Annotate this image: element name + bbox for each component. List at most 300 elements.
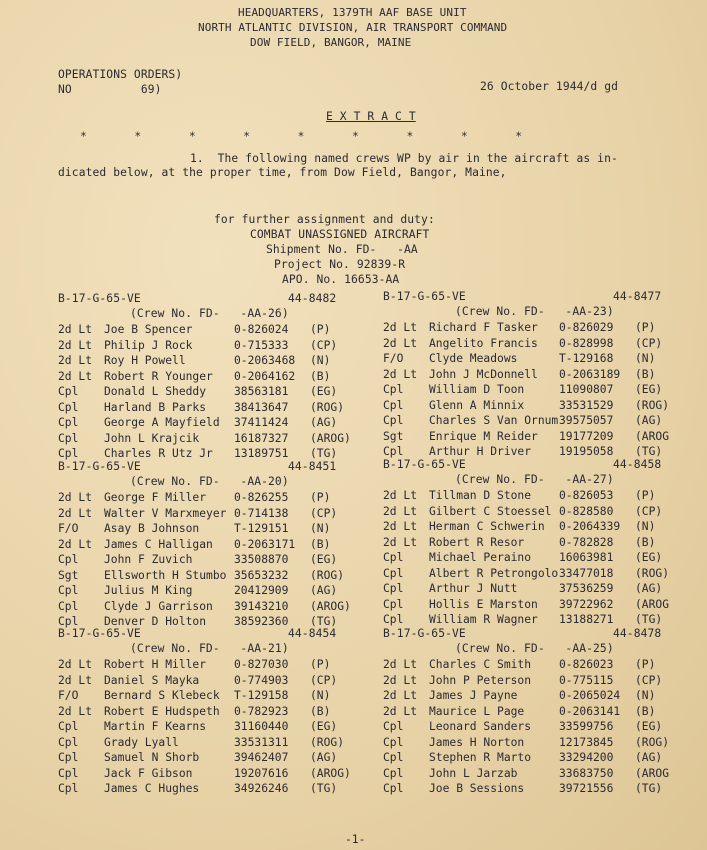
- crew-member-role: (N): [310, 522, 331, 535]
- aircraft-model: B-17-G-65-VE: [58, 460, 141, 473]
- project-number: Project No. 92839-R: [274, 258, 406, 271]
- crew-member-name: Enrique M Reider: [429, 429, 538, 443]
- crew-member-rank: 2d Lt: [383, 321, 418, 334]
- paragraph-1-line-2: dicated below, at the proper time, from Dow Field, Bangor, Maine,: [58, 166, 507, 179]
- crew-member-row: [58, 401, 378, 415]
- crew-block: [383, 458, 703, 626]
- crew-member-rank: Cpl: [383, 751, 404, 764]
- crew-member-row: [58, 689, 378, 703]
- crew-member-serial: 34926246: [234, 782, 289, 795]
- crew-number: (Crew No. FD- -AA-20): [130, 475, 289, 488]
- crew-member-rank: Cpl: [383, 735, 404, 749]
- crew-member-rank: Cpl: [383, 597, 404, 611]
- crew-member-name: Charles R Utz Jr: [104, 447, 213, 460]
- crew-member-row: [383, 598, 703, 612]
- crew-member-serial: 19195058: [559, 445, 614, 458]
- crew-member-role: (ROG): [310, 400, 345, 414]
- crew-member-serial: 33477018: [559, 566, 614, 580]
- crew-member-role: (N): [635, 689, 656, 702]
- crew-member-rank: Cpl: [58, 400, 79, 414]
- crew-member-role: (P): [310, 323, 331, 336]
- crew-member-role: (AG): [310, 584, 338, 597]
- crew-member-role: (TG): [635, 782, 663, 795]
- aircraft-model: B-17-G-65-VE: [383, 290, 466, 303]
- crew-member-name: Herman C Schwerin: [429, 520, 545, 533]
- crew-member-name: Arthur H Driver: [429, 445, 532, 458]
- crew-member-rank: Cpl: [58, 553, 79, 566]
- crew-member-name: Robert E Hudspeth: [104, 704, 220, 718]
- crew-member-serial: 0-2063468: [234, 354, 296, 367]
- crew-member-rank: Cpl: [383, 414, 404, 427]
- crew-member-name: Julius M King: [104, 584, 193, 597]
- crew-member-name: John L Krajcik: [104, 431, 200, 445]
- crew-member-rank: Cpl: [58, 385, 79, 398]
- crew-member-rank: Cpl: [58, 720, 79, 733]
- crew-member-rank: F/O: [58, 522, 79, 535]
- crew-member-serial: 19177209: [559, 429, 614, 443]
- crew-member-role: (N): [310, 354, 331, 367]
- crew-member-row: [58, 507, 378, 521]
- crew-member-serial: 39575057: [559, 414, 614, 427]
- crew-member-row: [58, 600, 378, 614]
- orders-date: 26 October 1944/d gd: [480, 80, 619, 93]
- crew-member-name: Robert H Miller: [104, 658, 207, 671]
- crew-member-role: (P): [635, 321, 656, 334]
- crew-member-rank: 2d Lt: [58, 506, 93, 520]
- crew-number: (Crew No. FD- -AA-27): [455, 473, 614, 486]
- crew-member-row: [383, 551, 703, 565]
- crew-member-serial: 37536259: [559, 582, 614, 595]
- crew-member-rank: Cpl: [58, 751, 79, 764]
- crew-member-serial: 19207616: [234, 766, 289, 780]
- crew-member-row: [383, 751, 703, 765]
- crew-member-row: [58, 339, 378, 353]
- crew-member-serial: 0-826029: [559, 321, 614, 334]
- crew-member-row: [383, 489, 703, 503]
- crew-member-serial: 0-827030: [234, 658, 289, 671]
- crew-member-row: [58, 782, 378, 796]
- crew-member-role: (AROG: [635, 766, 670, 780]
- crew-member-serial: 12173845: [559, 735, 614, 749]
- aircraft-tail-number: 44-8451: [288, 460, 337, 473]
- crew-member-rank: 2d Lt: [58, 369, 93, 383]
- aircraft-tail-number: 44-8454: [288, 627, 337, 640]
- crew-member-rank: Cpl: [58, 615, 79, 628]
- crew-member-row: [58, 658, 378, 672]
- crew-member-name: Stephen R Marto: [429, 751, 532, 764]
- crew-member-row: [58, 538, 378, 552]
- crew-member-name: Tillman D Stone: [429, 489, 532, 502]
- paragraph-1-line-1: 1. The following named crews WP by air in the aircraft as in-: [190, 152, 618, 165]
- crew-member-name: Charles C Smith: [429, 658, 532, 671]
- crew-member-rank: 2d Lt: [58, 658, 93, 671]
- crew-member-name: James C Hughes: [104, 782, 200, 795]
- crew-block: [58, 460, 378, 628]
- crew-member-role: (CP): [635, 504, 663, 518]
- crew-member-serial: 38592360: [234, 615, 289, 628]
- crew-member-name: John J McDonnell: [429, 367, 538, 381]
- crew-member-serial: 0-775115: [559, 673, 614, 687]
- crew-member-name: Harland B Parks: [104, 400, 207, 414]
- crew-member-row: [58, 767, 378, 781]
- crew-member-name: Philip J Rock: [104, 338, 193, 352]
- crew-member-name: Denver D Holton: [104, 615, 207, 628]
- crew-member-rank: Cpl: [383, 782, 404, 795]
- crew-member-rank: Cpl: [58, 766, 79, 780]
- crew-member-row: [58, 323, 378, 337]
- crew-member-serial: 35653232: [234, 568, 289, 582]
- separator-stars: * * * * * * * * *: [80, 130, 523, 143]
- crew-member-name: James C Halligan: [104, 537, 213, 551]
- crew-member-role: (AROG): [310, 599, 351, 613]
- crew-member-row: [58, 720, 378, 734]
- crew-member-row: [383, 399, 703, 413]
- crew-member-serial: 39722962: [559, 597, 614, 611]
- crew-member-role: (AG): [635, 414, 663, 427]
- aircraft-model: B-17-G-65-VE: [383, 627, 466, 640]
- crew-member-rank: 2d Lt: [383, 504, 418, 518]
- crew-member-role: (EG): [310, 720, 338, 733]
- crew-member-row: [58, 370, 378, 384]
- crew-member-serial: 33531311: [234, 735, 289, 749]
- crew-member-serial: 0-715333: [234, 338, 289, 352]
- crew-member-name: Donald L Sheddy: [104, 385, 207, 398]
- crew-member-serial: 33599756: [559, 720, 614, 733]
- crew-member-row: [58, 553, 378, 567]
- crew-member-name: James H Norton: [429, 735, 525, 749]
- crew-member-row: [383, 321, 703, 335]
- crew-member-rank: 2d Lt: [58, 354, 93, 367]
- crew-member-row: [383, 582, 703, 596]
- crew-member-name: Charles S Van Ornum: [429, 414, 559, 427]
- crew-member-rank: Sgt: [383, 429, 404, 443]
- header-location: DOW FIELD, BANGOR, MAINE: [250, 36, 412, 49]
- crew-member-role: (AG): [310, 751, 338, 764]
- shipment-number: Shipment No. FD- -AA: [266, 243, 418, 256]
- crew-member-role: (P): [635, 489, 656, 502]
- aircraft-tail-number: 44-8478: [613, 627, 662, 640]
- crew-member-row: [383, 782, 703, 796]
- crew-member-row: [383, 658, 703, 672]
- crew-member-row: [58, 416, 378, 430]
- crew-member-role: (CP): [635, 336, 663, 350]
- crew-member-serial: 0-828580: [559, 504, 614, 518]
- crew-member-role: (AROG): [310, 431, 351, 445]
- crew-member-row: [383, 613, 703, 627]
- crew-member-role: (B): [310, 369, 331, 383]
- crew-member-name: Hollis E Marston: [429, 597, 538, 611]
- crew-member-rank: Cpl: [383, 720, 404, 733]
- crew-member-name: Leonard Sanders: [429, 720, 532, 733]
- crew-member-name: George F Miller: [104, 491, 207, 504]
- crew-member-rank: 2d Lt: [58, 338, 93, 352]
- crew-number: (Crew No. FD- -AA-23): [455, 305, 614, 318]
- crew-member-rank: 2d Lt: [383, 704, 418, 718]
- crew-member-row: [383, 689, 703, 703]
- crew-member-rank: Cpl: [383, 398, 404, 412]
- crew-member-row: [383, 736, 703, 750]
- crew-member-row: [383, 505, 703, 519]
- crew-member-rank: Cpl: [383, 613, 404, 626]
- crew-member-name: George A Mayfield: [104, 416, 220, 429]
- crew-member-role: (AROG: [635, 597, 670, 611]
- crew-member-role: (N): [310, 689, 331, 702]
- crew-member-rank: 2d Lt: [58, 537, 93, 551]
- crew-member-name: Martin F Kearns: [104, 720, 207, 733]
- crew-member-row: [383, 368, 703, 382]
- crew-member-row: [383, 674, 703, 688]
- crew-member-row: [58, 705, 378, 719]
- crew-member-role: (AG): [310, 416, 338, 429]
- crew-member-rank: 2d Lt: [58, 704, 93, 718]
- crew-member-serial: 0-2064339: [559, 520, 621, 533]
- crew-member-serial: 0-774903: [234, 673, 289, 687]
- crew-member-name: William R Wagner: [429, 613, 538, 626]
- crew-member-row: [383, 352, 703, 366]
- crew-member-rank: Cpl: [383, 383, 404, 396]
- crew-member-rank: 2d Lt: [383, 520, 418, 533]
- crew-member-serial: 0-2064162: [234, 369, 296, 383]
- aircraft-tail-number: 44-8458: [613, 458, 662, 471]
- crew-member-name: Angelito Francis: [429, 336, 538, 350]
- crew-member-row: [383, 767, 703, 781]
- crew-member-row: [383, 567, 703, 581]
- crew-member-rank: Cpl: [383, 551, 404, 564]
- extract-title: E X T R A C T: [326, 110, 416, 123]
- crew-member-role: (TG): [310, 447, 338, 460]
- crew-member-serial: 31160440: [234, 720, 289, 733]
- crew-member-name: Bernard S Klebeck: [104, 689, 220, 702]
- crew-member-rank: Cpl: [58, 431, 79, 445]
- crew-member-serial: 0-2065024: [559, 689, 621, 702]
- crew-member-role: (ROG): [635, 398, 670, 412]
- crew-member-serial: 33294200: [559, 751, 614, 764]
- crew-member-row: [383, 430, 703, 444]
- crew-member-serial: T-129168: [559, 352, 614, 365]
- crew-member-name: John P Peterson: [429, 673, 532, 687]
- crew-member-name: Walter V Marxmeyer: [104, 506, 227, 520]
- crew-member-serial: 0-828998: [559, 336, 614, 350]
- crew-member-row: [383, 337, 703, 351]
- crew-member-name: Asay B Johnson: [104, 522, 200, 535]
- crew-member-row: [383, 445, 703, 459]
- crew-member-rank: F/O: [383, 352, 404, 365]
- crew-member-role: (P): [310, 491, 331, 504]
- crew-member-role: (AG): [635, 582, 663, 595]
- crew-member-name: Roy H Powell: [104, 354, 186, 367]
- crew-member-role: (TG): [310, 615, 338, 628]
- crew-member-rank: Cpl: [58, 782, 79, 795]
- crew-member-serial: 39721556: [559, 782, 614, 795]
- crew-member-row: [58, 354, 378, 368]
- crew-member-row: [383, 383, 703, 397]
- crew-member-role: (EG): [635, 720, 663, 733]
- crew-member-role: (EG): [635, 383, 663, 396]
- crew-member-serial: 0-714138: [234, 506, 289, 520]
- crew-member-role: (B): [310, 704, 331, 718]
- crew-member-rank: F/O: [58, 689, 79, 702]
- assignment-aircraft-type: COMBAT UNASSIGNED AIRCRAFT: [250, 228, 430, 241]
- crew-member-rank: Cpl: [58, 584, 79, 597]
- crew-member-role: (AG): [635, 751, 663, 764]
- crew-member-role: (ROG): [310, 735, 345, 749]
- crew-member-role: (AROG): [310, 766, 351, 780]
- crew-member-role: (B): [635, 367, 656, 381]
- crew-member-rank: 2d Lt: [383, 367, 418, 381]
- crew-member-rank: 2d Lt: [383, 489, 418, 502]
- crew-number: (Crew No. FD- -AA-26): [130, 307, 289, 320]
- crew-member-role: (ROG): [310, 568, 345, 582]
- crew-member-row: [383, 720, 703, 734]
- crew-member-role: (B): [635, 535, 656, 549]
- apo-number: APO. No. 16653-AA: [282, 273, 400, 286]
- crew-member-rank: Cpl: [58, 599, 79, 613]
- crew-member-row: [58, 491, 378, 505]
- crew-member-rank: 2d Lt: [383, 336, 418, 350]
- crew-member-serial: 0-826024: [234, 323, 289, 336]
- crew-member-serial: T-129158: [234, 689, 289, 702]
- crew-member-role: (CP): [310, 506, 338, 520]
- crew-member-serial: 39462407: [234, 751, 289, 764]
- header-unit: HEADQUARTERS, 1379TH AAF BASE UNIT: [238, 6, 467, 19]
- crew-member-name: Samuel N Shorb: [104, 751, 200, 764]
- crew-member-name: Clyde J Garrison: [104, 599, 213, 613]
- crew-block: [383, 627, 703, 795]
- crew-member-role: (EG): [635, 551, 663, 564]
- crew-member-name: Joe B Spencer: [104, 323, 193, 336]
- crew-member-rank: Cpl: [383, 766, 404, 780]
- crew-member-row: [58, 522, 378, 536]
- crew-member-rank: 2d Lt: [383, 535, 418, 549]
- crew-block: [58, 292, 378, 460]
- aircraft-tail-number: 44-8477: [613, 290, 662, 303]
- crew-member-name: Robert R Younger: [104, 369, 213, 383]
- crew-member-serial: 39143210: [234, 599, 289, 613]
- crew-member-name: Albert R Petrongolo: [429, 566, 559, 580]
- crew-member-name: Glenn A Minnix: [429, 398, 525, 412]
- page-number: -1-: [345, 833, 366, 846]
- crew-member-rank: 2d Lt: [383, 673, 418, 687]
- crew-member-name: Daniel S Mayka: [104, 673, 200, 687]
- assignment-purpose: for further assignment and duty:: [214, 213, 435, 226]
- crew-member-row: [383, 705, 703, 719]
- crew-member-serial: 13188271: [559, 613, 614, 626]
- crew-member-serial: 33531529: [559, 398, 614, 412]
- aircraft-model: B-17-G-65-VE: [58, 627, 141, 640]
- crew-member-role: (CP): [635, 673, 663, 687]
- crew-member-name: John F Zuvich: [104, 553, 193, 566]
- crew-member-serial: 0-826255: [234, 491, 289, 504]
- crew-member-serial: 0-826053: [559, 489, 614, 502]
- crew-member-rank: 2d Lt: [58, 491, 93, 504]
- crew-member-serial: 0-782828: [559, 535, 614, 549]
- crew-member-role: (EG): [310, 385, 338, 398]
- crew-member-name: James J Payne: [429, 689, 518, 702]
- crew-member-rank: 2d Lt: [58, 673, 93, 687]
- crew-member-name: Maurice L Page: [429, 704, 525, 718]
- crew-member-row: [58, 736, 378, 750]
- crew-member-name: Michael Peraino: [429, 551, 532, 564]
- crew-member-name: Ellsworth H Stumbo: [104, 568, 227, 582]
- crew-member-serial: 38413647: [234, 400, 289, 414]
- crew-member-role: (P): [635, 658, 656, 671]
- crew-member-name: Grady Lyall: [104, 735, 179, 749]
- crew-member-name: Robert R Resor: [429, 535, 525, 549]
- crew-member-rank: 2d Lt: [383, 689, 418, 702]
- crew-member-row: [383, 536, 703, 550]
- crew-member-serial: 0-782923: [234, 704, 289, 718]
- crew-member-serial: 38563181: [234, 385, 289, 398]
- crew-member-rank: Cpl: [58, 447, 79, 460]
- crew-member-serial: 20412909: [234, 584, 289, 597]
- crew-member-row: [58, 447, 378, 461]
- crew-member-role: (ROG): [635, 735, 670, 749]
- crew-member-row: [383, 414, 703, 428]
- crew-member-role: (B): [310, 537, 331, 551]
- crew-member-rank: Cpl: [383, 566, 404, 580]
- crew-member-serial: 11090807: [559, 383, 614, 396]
- crew-member-name: Gilbert C Stoessel: [429, 504, 552, 518]
- crew-member-name: John L Jarzab: [429, 766, 518, 780]
- crew-member-role: (B): [635, 704, 656, 718]
- crew-member-row: [58, 385, 378, 399]
- crew-member-rank: 2d Lt: [58, 323, 93, 336]
- crew-block: [383, 290, 703, 458]
- crew-member-serial: T-129151: [234, 522, 289, 535]
- crew-block: [58, 627, 378, 795]
- aircraft-model: B-17-G-65-VE: [58, 292, 141, 305]
- crew-member-role: (ROG): [635, 566, 670, 580]
- crew-member-role: (TG): [310, 782, 338, 795]
- crew-member-role: (N): [635, 520, 656, 533]
- crew-number: (Crew No. FD- -AA-21): [130, 642, 289, 655]
- crew-member-role: (CP): [310, 673, 338, 687]
- crew-member-role: (AROG: [635, 429, 670, 443]
- crew-member-rank: Cpl: [58, 735, 79, 749]
- crew-member-row: [58, 674, 378, 688]
- orders-label: OPERATIONS ORDERS): [58, 68, 183, 81]
- crew-member-row: [383, 520, 703, 534]
- aircraft-model: B-17-G-65-VE: [383, 458, 466, 471]
- crew-member-name: Clyde Meadows: [429, 352, 518, 365]
- crew-member-serial: 16063981: [559, 551, 614, 564]
- crew-member-serial: 0-2063189: [559, 367, 621, 381]
- crew-member-serial: 0-2063141: [559, 704, 621, 718]
- crew-member-role: (TG): [635, 613, 663, 626]
- crew-member-serial: 16187327: [234, 431, 289, 445]
- crew-number: (Crew No. FD- -AA-25): [455, 642, 614, 655]
- crew-member-rank: Cpl: [383, 582, 404, 595]
- crew-member-name: Arthur J Nutt: [429, 582, 518, 595]
- crew-member-rank: Sgt: [58, 568, 79, 582]
- crew-member-name: William D Toon: [429, 383, 525, 396]
- crew-member-serial: 0-826023: [559, 658, 614, 671]
- crew-member-serial: 37411424: [234, 416, 289, 429]
- crew-member-row: [58, 432, 378, 446]
- crew-member-serial: 0-2063171: [234, 537, 296, 551]
- crew-member-role: (TG): [635, 445, 663, 458]
- header-division: NORTH ATLANTIC DIVISION, AIR TRANSPORT COMMAND: [198, 21, 508, 34]
- crew-member-name: Richard F Tasker: [429, 321, 538, 334]
- crew-member-serial: 33508870: [234, 553, 289, 566]
- crew-member-serial: 13189751: [234, 447, 289, 460]
- crew-member-serial: 33683750: [559, 766, 614, 780]
- crew-member-rank: 2d Lt: [383, 658, 418, 671]
- crew-member-row: [58, 751, 378, 765]
- crew-member-role: (CP): [310, 338, 338, 352]
- orders-number: NO 69): [58, 83, 162, 96]
- aircraft-tail-number: 44-8482: [288, 292, 337, 305]
